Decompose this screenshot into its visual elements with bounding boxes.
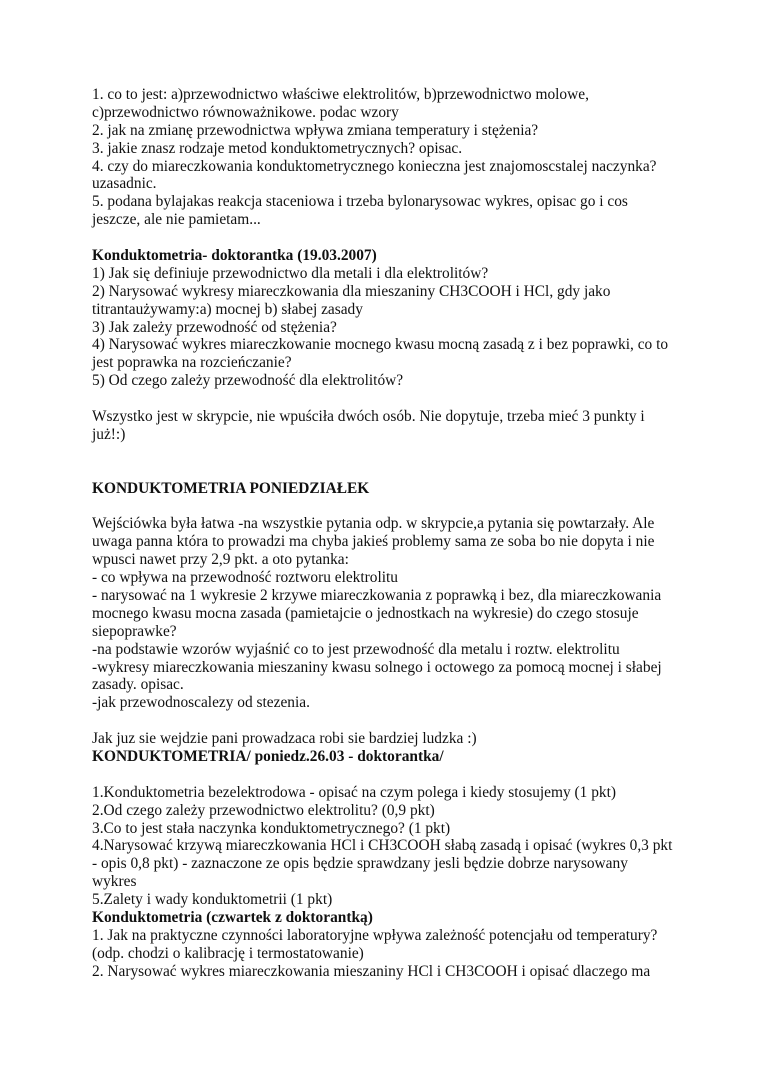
- text-line: 5) Od czego zależy przewodność dla elektrolitów?: [92, 372, 404, 390]
- section-poniedzialek: [92, 480, 692, 748]
- text-line: 2. Narysować wykres miareczkowania mieszaniny HCl i CH3COOH i opisać dlaczego ma: [92, 962, 651, 980]
- text-line: 1.Konduktometria bezelektrodowa - opisać na czym polega i kiedy stosujemy (1 pkt): [92, 783, 616, 801]
- text-line: 1) Jak się definiuje przewodnictwo dla metali i dla elektrolitów?: [92, 264, 489, 282]
- text-line: c)przewodnictwo równoważnikowe. podac wzory: [92, 103, 399, 121]
- text-line: -na podstawie wzorów wyjaśnić co to jest przewodność dla metalu i roztw. elektrolitu: [92, 640, 620, 658]
- text-line: zasady. opisac.: [92, 676, 184, 694]
- text-line: - co wpływa na przewodność roztworu elektrolitu: [92, 569, 399, 587]
- text-line: 2. jak na zmianę przewodnictwa wpływa zmiana temperatury i stężenia?: [92, 121, 539, 139]
- section-questions-list: [92, 86, 692, 229]
- document-page: [92, 86, 692, 981]
- text-line: siepoprawke?: [92, 622, 177, 640]
- text-line: jest poprawka na rozcieńczanie?: [92, 354, 292, 372]
- note-line: Wszystko jest w skrypcie, nie wpuściła dwóch osób. Nie dopytuje, trzeba mieć 3 punkty i: [92, 408, 645, 426]
- text-line: uzasadnic.: [92, 175, 157, 193]
- text-line: titrantaużywamy:a) mocnej b) słabej zasady: [92, 300, 363, 318]
- text-line: 1. co to jest: a)przewodnictwo właściwe elektrolitów, b)przewodnictwo molowe,: [92, 86, 589, 103]
- text-line: -wykresy miareczkowania mieszaniny kwasu solnego i octowego za pomocą mocnej i słabej: [92, 658, 662, 676]
- section-doktorantka-19-03: [92, 247, 692, 444]
- text-line: 2) Narysować wykresy miareczkowania dla mieszaniny CH3COOH i HCl, gdy jako: [92, 282, 611, 300]
- text-line: 3.Co to jest stała naczynka konduktometrycznego? (1 pkt): [92, 819, 451, 837]
- section-heading: KONDUKTOMETRIA/ poniedz.26.03 - doktorantka/: [92, 747, 444, 765]
- text-line: 3. jakie znasz rodzaje metod konduktometrycznych? opisac.: [92, 139, 463, 157]
- note-line: już!:): [92, 425, 126, 443]
- section-heading: Konduktometria- doktorantka (19.03.2007): [92, 247, 377, 265]
- text-line: Jak juz sie wejdzie pani prowadzaca robi sie bardziej ludzka :): [92, 730, 477, 748]
- section-poniedzialek-26-03: [92, 748, 692, 909]
- section-czwartek: [92, 909, 692, 981]
- text-line: Wejściówka była łatwa -na wszystkie pytania odp. w skrypcie,a pytania się powtarzały. Ale: [92, 515, 655, 533]
- text-line: -jak przewodnoscalezy od stezenia.: [92, 694, 310, 712]
- text-line: 3) Jak zależy przewodność od stężenia?: [92, 318, 337, 336]
- text-line: 1. Jak na praktyczne czynności laboratoryjne wpływa zależność potencjału od temperatury?: [92, 926, 658, 944]
- text-line: 4) Narysować wykres miareczkowanie mocnego kwasu mocną zasadą z i bez poprawki, co to: [92, 336, 669, 354]
- text-line: wpusci nawet przy 2,9 pkt. a oto pytanka:: [92, 551, 349, 569]
- text-line: 5.Zalety i wady konduktometrii (1 pkt): [92, 891, 333, 909]
- text-line: mocnego kwasu mocna zasada (pamietajcie o jednostkach na wykresie) do czego stosuje: [92, 604, 639, 622]
- text-line: 5. podana bylajakas reakcja staceniowa i trzeba bylonarysowac wykres, opisac go i cos: [92, 193, 628, 211]
- text-line: (odp. chodzi o kalibrację i termostatowanie): [92, 944, 364, 962]
- text-line: 4. czy do miareczkowania konduktometrycznego konieczna jest znajomoscstalej naczynka?: [92, 157, 657, 175]
- text-line: 4.Narysować krzywą miareczkowania HCl i CH3COOH słabą zasadą i opisać (wykres 0,3 pkt: [92, 837, 673, 855]
- text-line: wykres: [92, 873, 137, 891]
- text-line: jeszcze, ale nie pamietam...: [92, 211, 261, 229]
- text-line: - narysować na 1 wykresie 2 krzywe miareczkowania z poprawką i bez, dla miareczkowania: [92, 586, 662, 604]
- section-heading: KONDUKTOMETRIA PONIEDZIAŁEK: [92, 479, 370, 497]
- text-line: 2.Od czego zależy przewodnictwo elektrolitu? (0,9 pkt): [92, 801, 435, 819]
- section-heading: Konduktometria (czwartek z doktorantką): [92, 908, 373, 926]
- text-line: uwaga panna która to prowadzi ma chyba jakieś problemy sama ze soba bo nie dopyta i nie: [92, 533, 655, 551]
- text-line: - opis 0,8 pkt) - zaznaczone ze opis będzie sprawdzany jesli będzie dobrze narysowany: [92, 855, 628, 873]
